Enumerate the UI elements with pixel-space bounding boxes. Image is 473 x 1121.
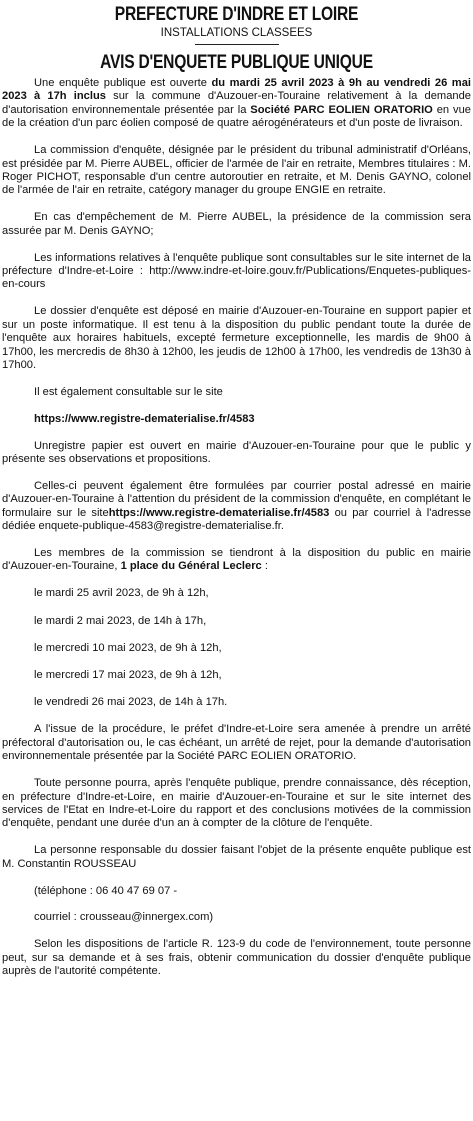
town-hall-address: 1 place du Général Leclerc (120, 560, 262, 573)
section-subtitle: INSTALLATIONS CLASSEES (160, 27, 313, 39)
paragraph-commission: La commission d'enquête, désignée par le président du tribunal administratif d'Orléans, est présidée par M. Pierre AUBEL, officier de l'armée de l'air en retraite, Membres titulaires : M. Roger PICHOT, responsable d'un centre autoroutier en retraite, et M. Denis GAYNO, colonel de l'armée de l'air en retraite, catégory manager du groupe ENGIE en retraite. (2, 144, 471, 197)
contact-phone: (téléphone : 06 40 47 69 07 - (34, 884, 178, 897)
permanence-date: le mardi 2 mai 2023, de 14h à 17h, (34, 614, 207, 627)
registry-link[interactable] (2, 413, 471, 426)
paragraph-consultable: Il est également consultable sur le site (34, 385, 223, 398)
registry-url-inline[interactable]: https://www.registre-dematerialise.fr/4583 (108, 506, 330, 519)
text-span: ou par courriel à l'adresse dédiée enquete-publique-4583@registre-dematerialise.fr. (2, 506, 471, 533)
text-span: Celles-ci peuvent également être formulées par courrier postal adressé en mairie d'Auzouer-en-Touraine à l'attention du président de la commission d'enquête, en complétant le formulaire sur le site (2, 479, 471, 519)
notice-title: AVIS D'ENQUETE PUBLIQUE UNIQUE (100, 51, 373, 73)
enquiry-dates: du mardi 25 avril 2023 à 9h au vendredi 26 mai 2023 à 17h inclus (2, 77, 471, 103)
paragraph-register: Unregistre papier est ouvert en mairie d'Auzouer-en-Touraine pour que le public y présente ses observations et propositions. (2, 439, 471, 466)
text-span: Une enquête publique est ouverte (34, 77, 212, 89)
permanence-date: le mercredi 10 mai 2023, de 9h à 12h, (34, 641, 222, 654)
paragraph-responsible: La personne responsable du dossier faisant l'objet de la présente enquête publique est M. Constantin ROUSSEAU (2, 844, 471, 870)
paragraph-opening (2, 77, 471, 131)
contact-email: courriel : crousseau@innergex.com) (34, 911, 214, 924)
permanence-date: le mercredi 17 mai 2023, de 9h à 12h, (34, 668, 222, 681)
registry-url[interactable]: https://www.registre-dematerialise.fr/4583 (34, 412, 255, 425)
text-span: sur la commune d'Auzouer-en-Touraine relativement à la demande d'autorisation environnementale présentée par la (2, 90, 471, 116)
paragraph-permanences (2, 547, 471, 574)
paragraph-article: Selon les dispositions de l'article R. 123-9 du code de l'environnement, toute personne peut, sur sa demande et à ses frais, obtenir communication du dossier d'enquête publique auprès de l'autorité compétente. (2, 938, 471, 978)
permanence-date: le mardi 25 avril 2023, de 9h à 12h, (34, 587, 209, 600)
text-span: : (261, 560, 268, 573)
paragraph-observations (2, 480, 471, 534)
title-divider (195, 44, 279, 45)
paragraph-presidency: En cas d'empêchement de M. Pierre AUBEL, la présidence de la commission sera assurée par M. Denis GAYNO; (2, 211, 471, 237)
paragraph-report: Toute personne pourra, après l'enquête publique, prendre connaissance, dès réception, en préfecture d'Indre-et-Loire, en mairie d'Auzouer-en-Touraine et sur le site internet des services de l'Etat en Indre-et-Loire du rapport et des conclusions motivées de la commission d'enquête, pendant une durée d'un an à compter de la clôture de l'enquête. (2, 777, 471, 830)
paragraph-decision: A l'issue de la procédure, le préfet d'Indre-et-Loire sera amenée à prendre un arrêté préfectoral d'autorisation ou, le cas échéant, un arrêté de rejet, pour la demande d'autorisation environnementale présentée par la Société PARC EOLIEN ORATORIO. (2, 723, 471, 763)
paragraph-dossier: Le dossier d'enquête est déposé en mairie d'Auzouer-en-Touraine en support papier et sur un poste informatique. Il est tenu à la disposition du public pendant toute la durée de l'enquête aux horaires habituels, excepté fermeture exceptionnelle, les mardis de 9h00 à 17h00, les mercredis de 8h30 à 12h00, les jeudis de 12h00 à 17h00, les vendredis de 13h30 à 17h00. (2, 305, 471, 371)
prefecture-title: PREFECTURE D'INDRE ET LOIRE (114, 3, 359, 25)
text-span: en vue de la création d'un parc éolien composé de quatre aérogénérateurs et d'un poste de livraison. (2, 103, 471, 130)
permanence-date: le vendredi 26 mai 2023, de 14h à 17h. (34, 696, 228, 709)
company-name: Société PARC EOLIEN ORATORIO (250, 103, 433, 116)
text-span: Les membres de la commission se tiendront à la disposition du public en mairie d'Auzouer-en-Touraine, (2, 547, 471, 573)
paragraph-information: Les informations relatives à l'enquête publique sont consultables sur le site internet de la préfecture d'Indre-et-Loire : http://www.indre-et-loire.gouv.fr/Publications/Enquetes-publiques-en-cours (2, 251, 471, 291)
